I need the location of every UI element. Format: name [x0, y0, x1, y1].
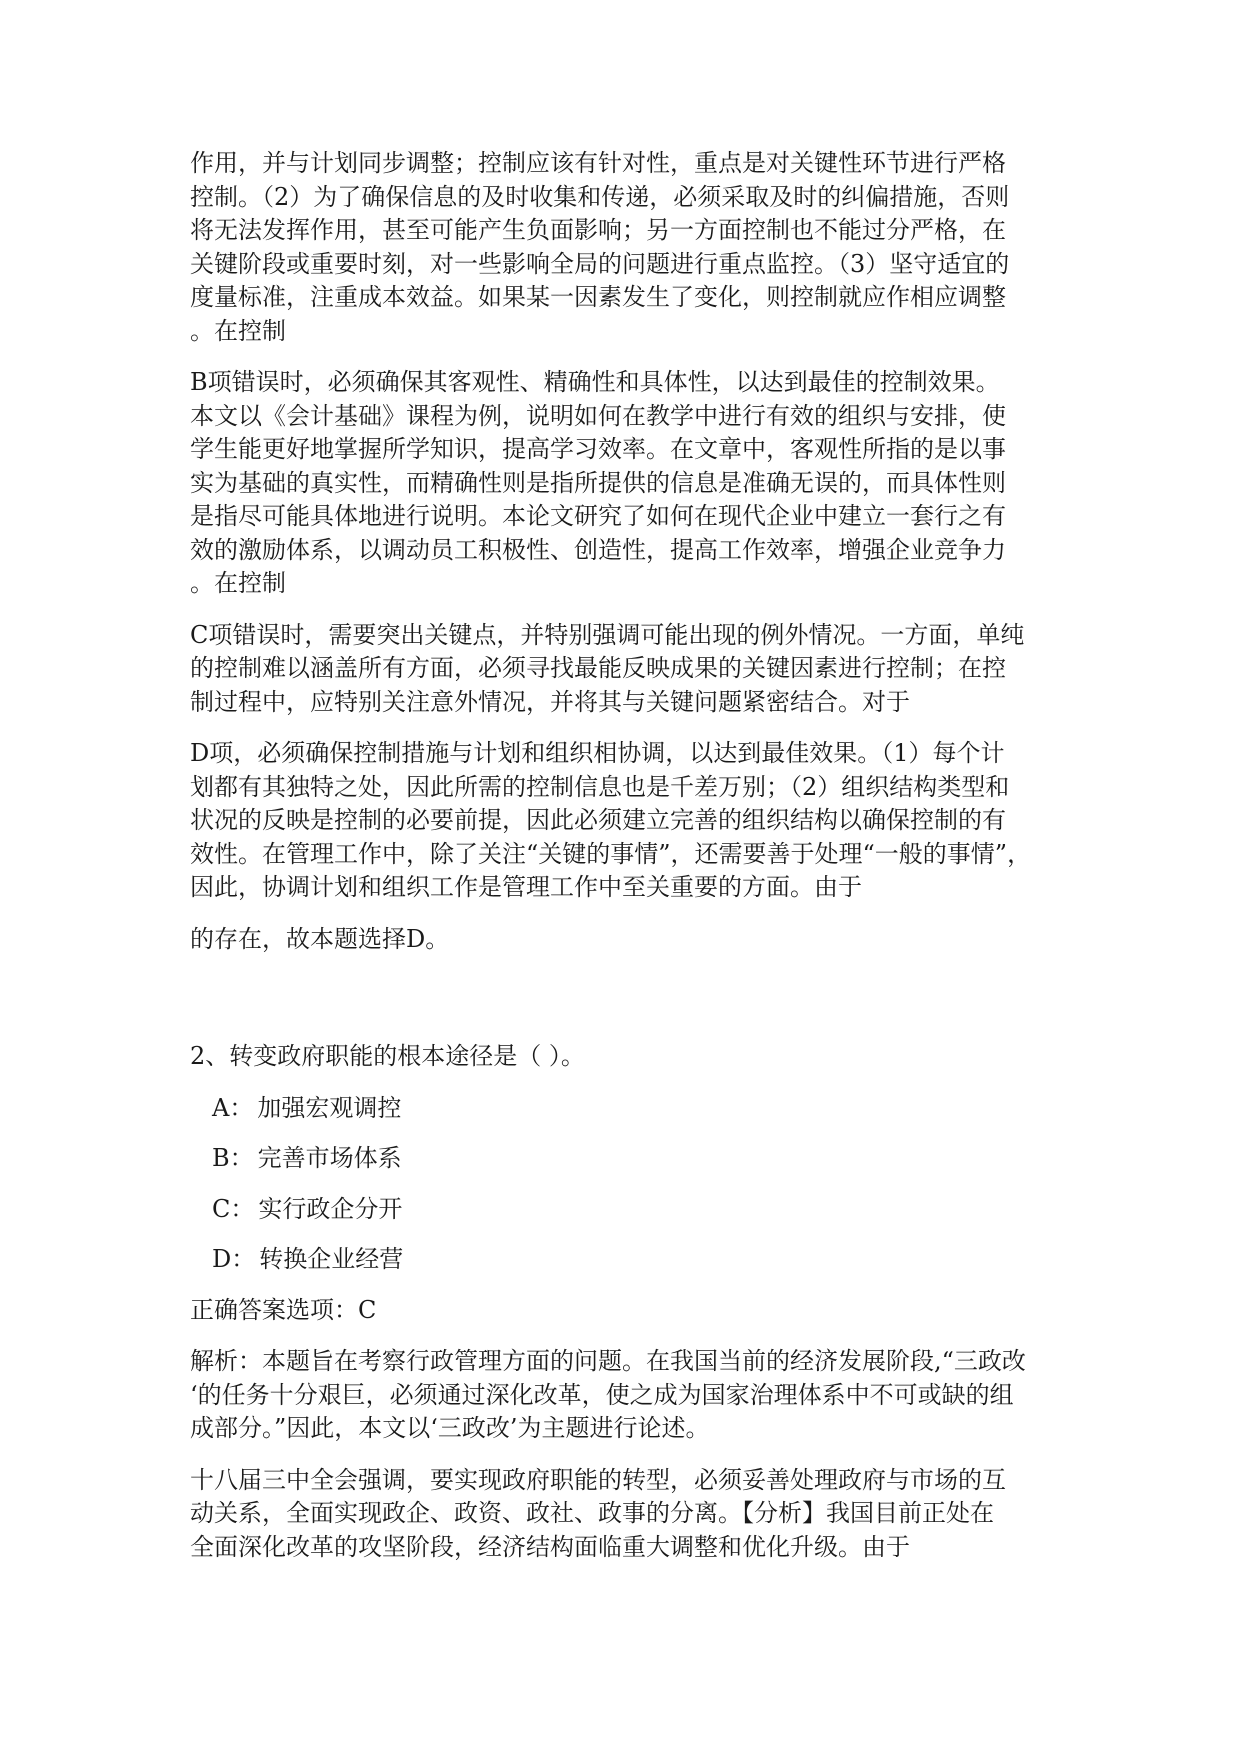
explanation-paragraph-option-b: B项错误时，必须确保其客观性、精确性和具体性，以达到最佳的控制效果。 本文以《会计基础》课程为例，说明如何在教学中进行有效的组织与安排，使 学生能更好地掌握所学知识，提高学习效率。在文章中，客观性所指的是以事 实为基础的真实性，而精确性则是指所提供的信息是准确无误的，而具体性则 是指尽可能具体地进行说明。本论文研究了如何在现代企业中建立一套行之有 效的激励体系，以调动员工积极性、创造性，提高工作效率，增强企业竞争力 。在控制: [190, 368, 1006, 597]
option-a: [212, 1092, 1060, 1126]
option-text: 加强宏观调控: [257, 1093, 402, 1122]
option-d: [212, 1243, 1060, 1277]
option-text: 完善市场体系: [257, 1144, 402, 1172]
explanation-paragraph-option-d: D项，必须确保控制措施与计划和组织相协调，以达到最佳效果。（1）每个计 划都有其独特之处，因此所需的控制信息也是千差万别；（2）组织结构类型和 状况的反映是控制的必要前提，因此必须建立完善的组织结构以确保控制的有 效性。在管理工作中，除了关注“关键的事情”，还需要善于处理“一般的事情”， 因此，协调计划和组织工作是管理工作中至关重要的方面。由于: [190, 739, 1032, 901]
analysis-paragraph: 解析：本题旨在考察行政管理方面的问题。在我国当前的经济发展阶段,“三政改 ‘的任务十分艰巨，必须通过深化改革，使之成为国家治理体系中不可或缺的组 成部分。”因此，本文以‘三政改’为主题进行论述。: [190, 1347, 1026, 1442]
option-text: 转换企业经营: [259, 1245, 404, 1273]
option-text: 实行政企分开: [258, 1194, 403, 1223]
option-letter: B：: [212, 1144, 254, 1172]
option-letter: C：: [212, 1194, 255, 1223]
option-b: [212, 1142, 1060, 1176]
question-title: 2、转变政府职能的根本途径是（ ）。: [190, 1042, 585, 1070]
explanation-paragraph: 作用，并与计划同步调整；控制应该有针对性，重点是对关键性环节进行严格 控制。（2）为了确保信息的及时收集和传递，必须采取及时的纠偏措施，否则 将无法发挥作用，甚至可能产生负面影响；另一方面控制也不能过分严格，在 关键阶段或重要时刻，对一些影响全局的问题进行重点监控。（3）坚守适宜的 度量标准，注重成本效益。如果某一因素发生了变化，则控制就应作相应调整 。在控制: [190, 149, 1010, 345]
option-letter: D：: [212, 1245, 256, 1273]
option-c: [212, 1193, 1060, 1227]
explanation-conclusion: 的存在，故本题选择D。: [190, 924, 450, 953]
analysis-paragraph-continued: 十八届三中全会强调，要实现政府职能的转型，必须妥善处理政府与市场的互 动关系，全面实现政企、政资、政社、政事的分离。【分析】我国目前正处在 全面深化改革的攻坚阶段，经济结构面临重大调整和优化升级。由于: [190, 1465, 1006, 1561]
option-letter: A：: [212, 1093, 254, 1122]
explanation-paragraph-option-c: C项错误时，需要突出关键点，并特别强调可能出现的例外情况。一方面，单纯 的控制难以涵盖所有方面，必须寻找最能反映成果的关键因素进行控制；在控 制过程中，应特别关注意外情况，并将其与关键问题紧密结合。对于: [190, 620, 1025, 716]
previous-explanation: [190, 147, 1060, 956]
question-block: [190, 1040, 1060, 1564]
correct-answer: 正确答案选项：C: [190, 1295, 377, 1324]
